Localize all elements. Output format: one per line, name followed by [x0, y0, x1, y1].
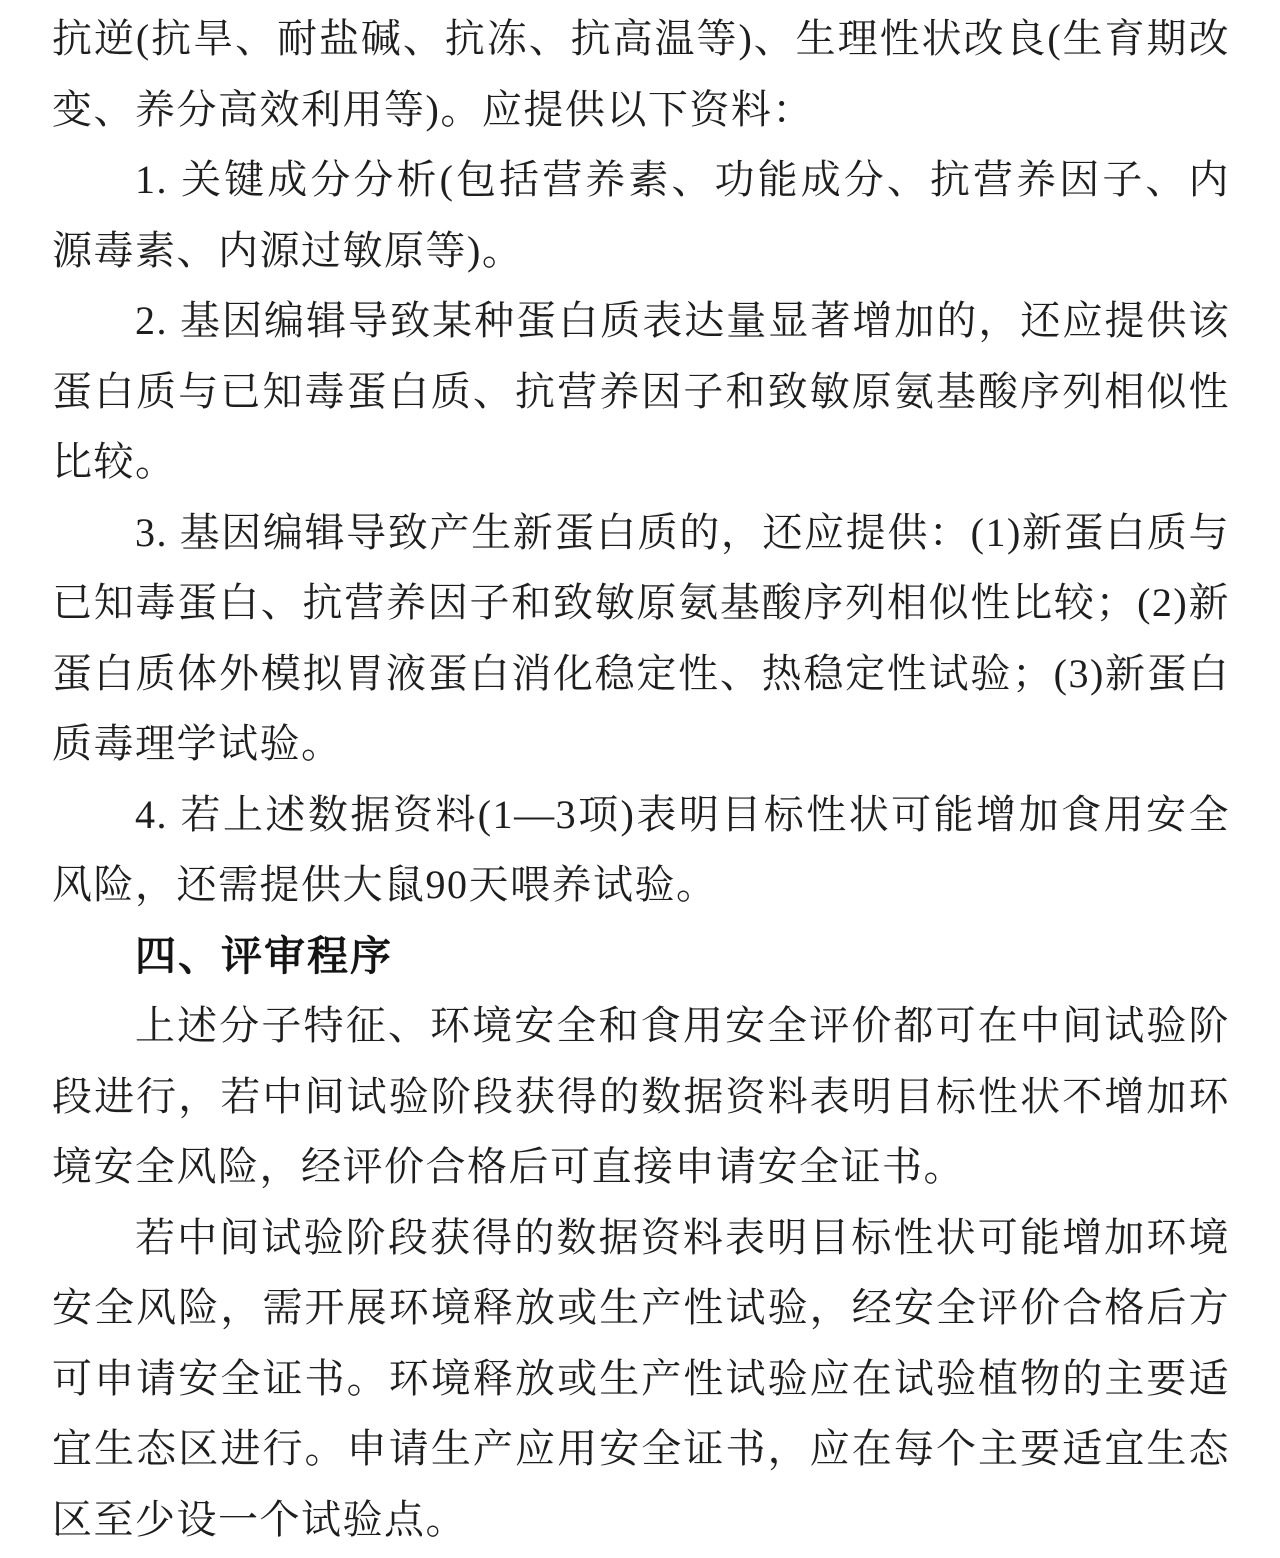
paragraph-intermediate-trial-direct-certificate: 上述分子特征、环境安全和食用安全评价都可在中间试验阶段进行，若中间试验阶段获得的数据资料表明目标性状不增加环境安全风险，经评价合格后可直接申请安全证书。: [52, 1003, 1230, 1189]
paragraph-continuation-target-traits: 抗逆(抗旱、耐盐碱、抗冻、抗高温等)、生理性状改良(生育期改变、养分高效利用等)。应提供以下资料：: [52, 16, 1230, 132]
numbered-item-1-key-component-analysis: 1. 关键成分分析(包括营养素、功能成分、抗营养因子、内源毒素、内源过敏原等)。: [52, 157, 1230, 273]
numbered-item-4-rat-feeding-trial: 4. 若上述数据资料(1—3项)表明目标性状可能增加食用安全风险，还需提供大鼠90天喂养试验。: [52, 791, 1230, 907]
numbered-item-2-protein-expression-increase: 2. 基因编辑导致某种蛋白质表达量显著增加的，还应提供该蛋白质与已知毒蛋白质、抗营养因子和致敏原氨基酸序列相似性比较。: [52, 298, 1230, 484]
section-heading-review-procedure: 四、评审程序: [135, 932, 393, 979]
paragraph-environmental-release-production-trial: 若中间试验阶段获得的数据资料表明目标性状可能增加环境安全风险，需开展环境释放或生产性试验，经安全评价合格后方可申请安全证书。环境释放或生产性试验应在试验植物的主要适宜生态区进行。申请生产应用安全证书，应在每个主要适宜生态区至少设一个试验点。: [52, 1214, 1230, 1542]
numbered-item-3-new-protein: 3. 基因编辑导致产生新蛋白质的，还应提供：(1)新蛋白质与已知毒蛋白、抗营养因子和致敏原氨基酸序列相似性比较；(2)新蛋白质体外模拟胃液蛋白消化稳定性、热稳定性试验；(3)新蛋白质毒理学试验。: [52, 509, 1230, 766]
